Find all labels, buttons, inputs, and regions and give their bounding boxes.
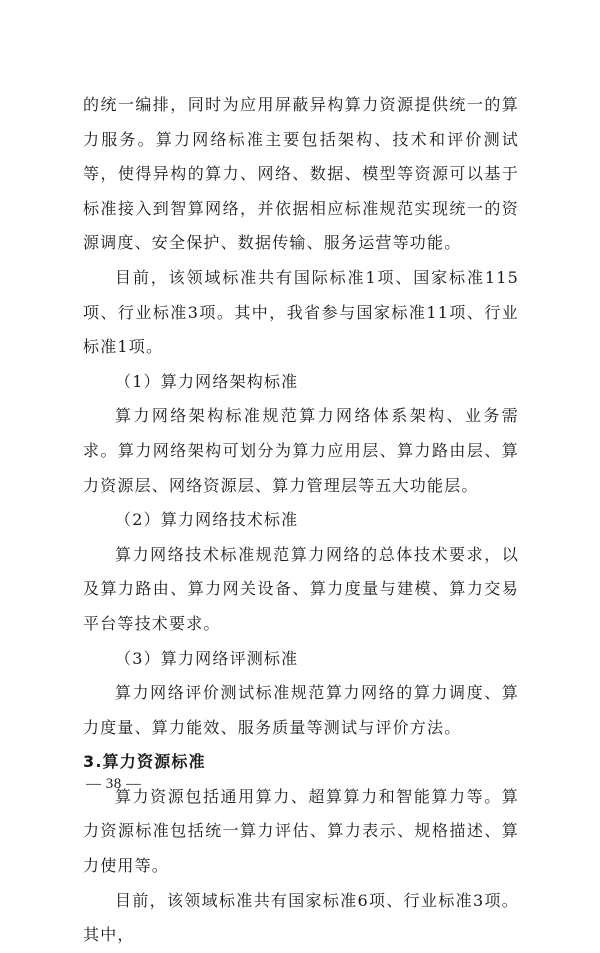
paragraph-resource-statistics: 目前，该领域标准共有国家标准6项、行业标准3项。其中， [83,890,519,945]
paragraph-architecture: 算力网络架构标准规范算力网络体系架构、业务需求。算力网络架构可划分为算力应用层、算力路由层、算力资源层、网络资源层、算力管理层等五大功能层。 [83,406,519,495]
page-number: — 38 — [86,776,142,792]
document-body [83,88,519,953]
heading-technology-standard: （2）算力网络技术标准 [115,510,299,530]
heading-evaluation-standard: （3）算力网络评测标准 [115,648,299,668]
paragraph-evaluation: 算力网络评价测试标准规范算力网络的算力调度、算力度量、算力能效、服务质量等测试与评价方法。 [83,683,519,737]
heading-computing-resource-standard: 3.算力资源标准 [83,752,206,772]
paragraph-computing-resource: 算力资源包括通用算力、超算算力和智能算力等。算力资源标准包括统一算力评估、算力表示、规格描述、算力使用等。 [83,786,519,876]
heading-architecture-standard: （1）算力网络架构标准 [115,371,299,391]
paragraph-technology: 算力网络技术标准规范算力网络的总体技术要求，以及算力路由、算力网关设备、算力度量与建模、算力交易平台等技术要求。 [83,544,519,633]
paragraph-continuation: 的统一编排，同时为应用屏蔽异构算力资源提供统一的算力服务。算力网络标准主要包括架构、技术和评价测试等，使得异构的算力、网络、数据、模型等资源可以基于标准接入到智算网络，并依据相应标准规范实现统一的资源调度、安全保护、数据传输、服务运营等功能。 [83,95,519,253]
paragraph-statistics: 目前，该领域标准共有国际标准1项、国家标准115项、行业标准3项。其中，我省参与国家标准11项、行业标准1项。 [83,267,519,357]
